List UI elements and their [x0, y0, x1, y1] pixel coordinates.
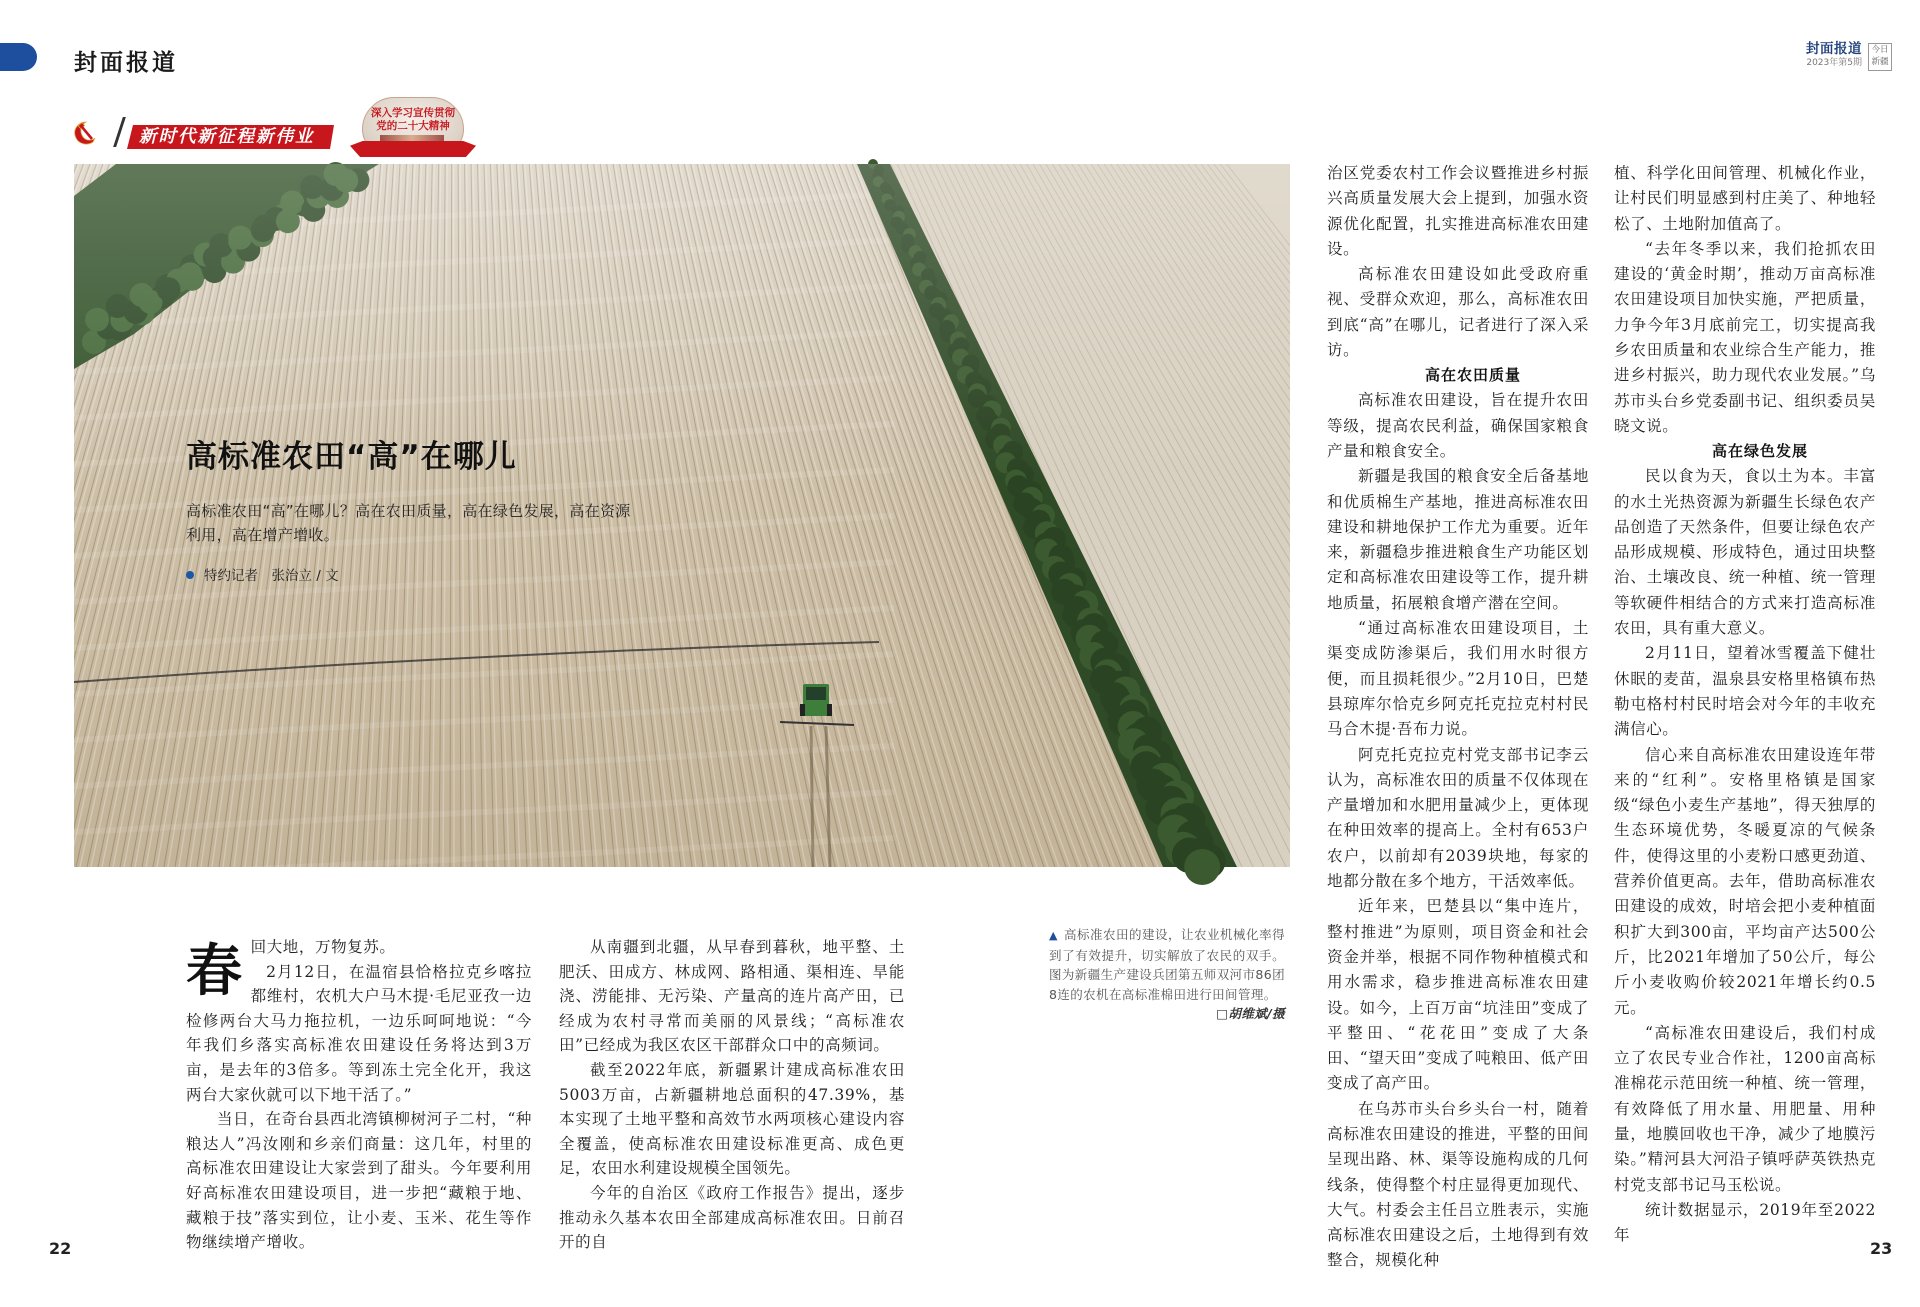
caption-triangle-icon: ▲ [1049, 929, 1058, 942]
paragraph: 信心来自高标准农田建设连年带来的“红利”。安格里格镇是国家级“绿色小麦生产基地”，得天独厚的生态环境优势，冬暖夏凉的气候条件，使得这里的小麦粉口感更劲道、营养价值更高。去年，借助高标准农田建设的成效，时培会把小麦种植面积扩大到300亩，平均亩产达500公斤，比2021年增加了50公斤，每公斤小麦收购价较2021年增长约0.5元。 [1614, 745, 1876, 1017]
paragraph: 2月11日，望着冰雪覆盖下健壮休眠的麦苗，温泉县安格里格镇布热勒屯格村村民时培会对今年的丰收充满信心。 [1614, 644, 1876, 739]
body-column-1 [186, 935, 532, 1252]
lead-paragraph [186, 935, 532, 1004]
drop-cap: 春 [186, 938, 243, 1004]
paragraph-continuation: 植、科学化田间管理、机械化作业，让村民们明显感到村庄美了、种地轻松了、土地附加值高了。 [1614, 164, 1876, 233]
paragraph: 2月12日，在温宿县恰格拉克乡喀拉都维村，农机大户马木提·毛尼亚孜一边检修两台大马力拖拉机，一边乐呵呵地说：“今年我们乡落实高标准农田建设任务将达到3万亩，是去年的3倍多。等到冻土完全化开，我这两台大家伙就可以下地干活了。” [186, 962, 532, 1104]
paragraph: 高标准农田建设，旨在提升农田等级，提高农民利益，确保国家粮食产量和粮食安全。 [1327, 391, 1589, 460]
paragraph: 新疆是我国的粮食安全后备基地和优质棉生产基地，推进高标准农田建设和耕地保护工作尤为重要。近年来，新疆稳步推进粮食生产功能区划定和高标准农田建设等工作，提升耕地质量，拓展粮食增产潜在空间。 [1327, 467, 1589, 612]
paragraph: “去年冬季以来，我们抢抓农田建设的‘黄金时期’，推动万亩高标准农田建设项目加快实施，严把质量，力争今年3月底前完工，切实提高我乡农田质量和农业综合生产能力，推进乡村振兴，助力现代农业发展。”乌苏市头台乡党委副书记、组织委员吴晓文说。 [1614, 239, 1876, 435]
issue-number: 2023年第5期 [1806, 58, 1862, 68]
page-number-left: 22 [49, 1239, 72, 1258]
badge-ribbon [350, 141, 476, 157]
photo-caption [1049, 925, 1285, 1024]
paragraph: 近年来，巴楚县以“集中连片，整村推进”为原则，项目资金和社会资金并举，根据不同作物种植模式和用水需求，稳步推进高标准农田建设。如今，上百万亩“坑洼田”变成了平整田、“花花田”变成了大条田、“望天田”变成了吨粮田、低产田变成了高产田。 [1327, 897, 1589, 1093]
badge-line-1: 深入学习宣传贯彻 [371, 107, 455, 119]
body-column-2 [559, 935, 905, 1252]
caption-text: 高标准农田的建设，让农业机械化率得到了有效提升，切实解放了农民的双手。图为新疆生产建设兵团第五师双河市86团8连的农机在高标准棉田进行田间管理。 [1049, 927, 1286, 1002]
section-label: 封面报道 [74, 49, 178, 76]
magazine-logo [1868, 43, 1892, 71]
body-column-4 [1614, 161, 1876, 1245]
paragraph: “高标准农田建设后，我们村成立了农民专业合作社，1200亩高标准棉花示范田统一种植、统一管理，有效降低了用水量、用肥量、用种量，地膜回收也干净，减少了地膜污染。”精河县大河沿子镇呼萨英铁热克村党支部书记马玉松说。 [1614, 1023, 1876, 1194]
badge-line-2: 党的二十大精神 [376, 120, 450, 132]
section-tab-marker [0, 43, 37, 71]
paragraph: 民以食为天，食以土为本。丰富的水土光热资源为新疆生长绿色农产品创造了天然条件，但要让绿色农产品形成规模、形成特色，通过田块整治、土壤改良、统一种植、统一管理等软硬件相结合的方式来打造高标准农田，具有重大意义。 [1614, 467, 1876, 638]
body-column-3 [1327, 161, 1589, 1270]
series-title: 新时代新征程新伟业 [139, 127, 315, 147]
paragraph: 今年的自治区《政府工作报告》提出，逐步推动永久基本农田全部建成高标准农田。日前召开的自 [559, 1183, 905, 1252]
paragraph: 在乌苏市头台乡头台一村，随着高标准农田建设的推进，平整的田间呈现出路、林、渠等设施构成的几何线条，使得整个村庄显得更加现代、大气。村委会主任吕立胜表示，实施高标准农田建设之后，土地得到有效整合，规模化种 [1327, 1099, 1589, 1270]
paragraph-continuation: 治区党委农村工作会议暨推进乡村振兴高质量发展大会上提到，加强水资源优化配置，扎实推进高标准农田建设。 [1327, 164, 1589, 258]
logo-line-1: 今日 [1871, 45, 1889, 55]
masthead [1796, 41, 1862, 69]
series-banner [127, 125, 334, 149]
party-emblem-icon [70, 118, 98, 146]
article-deck: 高标准农田“高”在哪儿？高在农田质量，高在绿色发展，高在资源利用，高在增产增收。 [186, 502, 631, 544]
paragraph: 统计数据显示，2019年至2022年 [1614, 1200, 1876, 1245]
logo-line-2: 新疆 [1871, 57, 1889, 67]
paragraph: 截至2022年底，新疆累计建成高标准农田5003万亩，占新疆耕地总面积的47.39%，基本实现了土地平整和高效节水两项核心建设内容全覆盖，使高标准农田建设标准更高、成色更足，农田水利建设规模全国领先。 [559, 1060, 905, 1178]
paragraph: 当日，在奇台县西北湾镇柳树河子二村，“种粮达人”冯汝刚和乡亲们商量：这几年，村里的高标准农田建设让大家尝到了甜头。今年要利用好高标准农田建设项目，进一步把“藏粮于地、藏粮于技”落实到位，让小麦、玉米、花生等作物继续增产增收。 [186, 1110, 532, 1252]
paragraph: “通过高标准农田建设项目，土渠变成防渗渠后，我们用水时很方便，而且损耗很少。”2月10日，巴楚县琼库尔恰克乡阿克托克拉克村村民马合木提·吾布力说。 [1327, 619, 1589, 739]
paragraph: 从南疆到北疆，从早春到暮秋，地平整、土肥沃、田成方、林成网、路相通、渠相连、旱能浇、涝能排、无污染、产量高的连片高产田，已经成为农村寻常而美丽的风景线；“高标准农田”已经成为我区农区干部群众口中的高频词。 [559, 938, 905, 1055]
page-number-right: 23 [1870, 1239, 1893, 1258]
article-title: 高标准农田“高”在哪儿 [186, 439, 517, 475]
bullet-dot-icon [186, 571, 194, 579]
paragraph: 阿克托克拉克村党支部书记李云认为，高标准农田的质量不仅体现在产量增加和水肥用量减少上，更体现在种田效率的提高上。全村有653户农户，以前却有2039块地，每家的地都分散在多个地方，干活效率低。 [1327, 745, 1589, 891]
subheading: 高在绿色发展 [1711, 442, 1808, 461]
paragraph: 高标准农田建设如此受政府重视、受群众欢迎，那么，高标准农田到底“高”在哪儿，记者进行了深入采访。 [1327, 265, 1589, 360]
byline [186, 566, 339, 586]
byline-text: 特约记者 张治立 / 文 [204, 568, 339, 584]
divider-slash [113, 117, 125, 147]
lead-text: 回大地，万物复苏。 [250, 938, 396, 956]
masthead-section: 封面报道 [1806, 41, 1862, 57]
subheading: 高在农田质量 [1424, 366, 1521, 385]
campaign-badge [350, 97, 476, 162]
photo-credit: □胡维斌/摄 [1216, 1006, 1285, 1021]
